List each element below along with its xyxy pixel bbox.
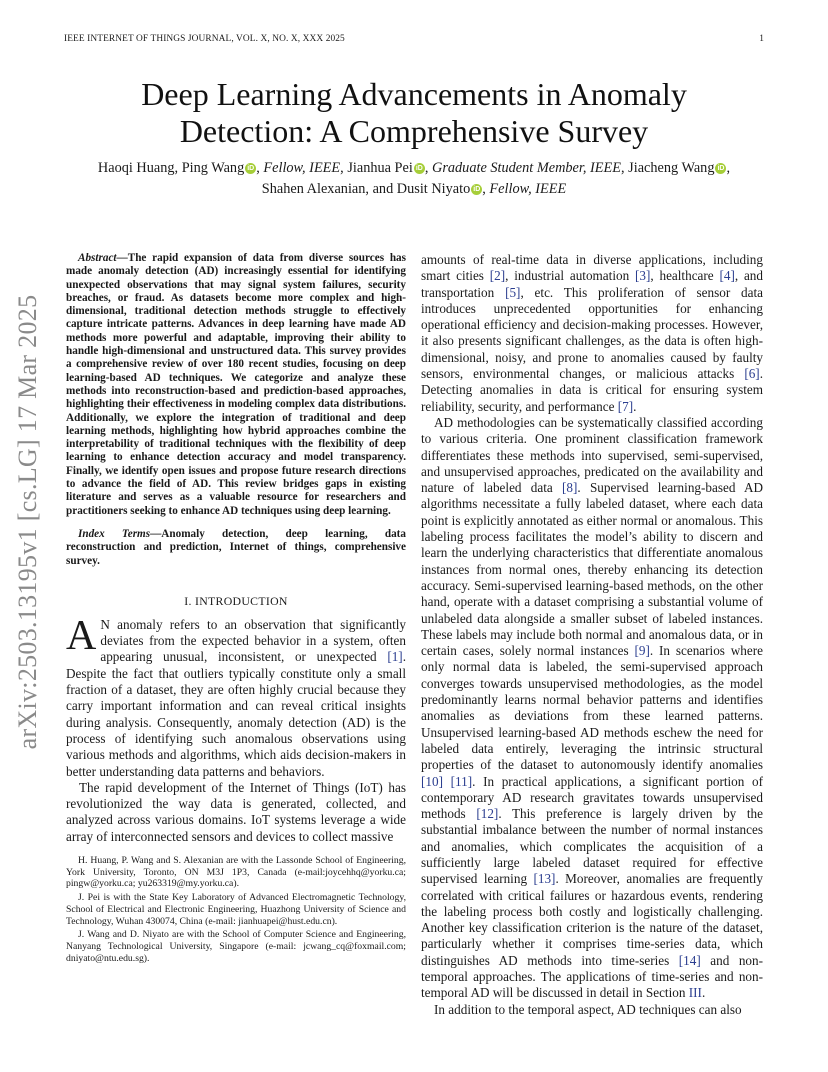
lead-in: N (100, 616, 110, 632)
author-role: Fellow, IEEE (489, 181, 567, 197)
footnote-1: H. Huang, P. Wang and S. Alexanian are with the Lassonde School of Engineering, York University, Toronto, ON M3J 1P3, Canada (e-mail:joycehhq@yorku.ca; pingw@yorku.ca; yu263319@my.yorku.ca). (66, 854, 406, 890)
orcid-icon[interactable]: iD (415, 165, 423, 172)
page-number: 1 (759, 34, 764, 44)
author-name: Jiacheng Wang (628, 160, 715, 176)
text-run: . Moreover, anomalies are frequently correlated with critical failures or hazardous events, rendering the labeling process both costly and logistically challenging. Another key classification criterion is the nature of the dataset, particularly whether it comprises time-series data, which distinguishes AD methods into time-series (421, 871, 763, 968)
left-column (66, 252, 406, 966)
footnote-3: J. Wang and D. Niyato are with the School of Computer Science and Engineering, Nanyang Technological University, Singapore (e-mail: jcwang_cq@foxmail.com; dniyato@ntu.edu.sg). (66, 929, 406, 964)
text-run: , healthcare (650, 268, 720, 284)
citation-link[interactable]: [6] (744, 366, 760, 382)
text-run: . This preference is largely driven by the substantial imbalance between the number of normal instances and anomalies, which complicates the acquisition of a sufficiently large labeled dataset required for effective supervised learning (421, 806, 763, 887)
citation-link[interactable]: [2] (489, 268, 506, 284)
author-list: Haoqi Huang, Ping Wang iD , Fellow, IEEE, Jianhua Pei iD , Graduate Student Member, IEEE, Jiacheng Wang iD , Shahen Alexanian, and Dusit Niyato iD , Fellow, IEEE (97, 160, 731, 197)
text-run: . In practical applications, a significant portion of contemporary AD research gravitates towards unsupervised methods (421, 773, 763, 822)
citation-link[interactable]: [1] (387, 649, 403, 665)
citation-link[interactable]: [8] (562, 480, 578, 496)
text-run: . In scenarios where only normal data is labeled, the semi-supervised approach converges towards unsupervised methodologies, as the model predominantly learns normal behavior patterns and identifies anomalies as deviations from these learned patterns. Unsupervised learning-based AD methods eschew the need for labeled data entirely, leveraging the intrinsic structural properties of the dataset to autonomously identify anomalies (421, 643, 763, 773)
orcid-icon[interactable]: iD (717, 165, 725, 172)
citation-link[interactable]: [13] (533, 871, 556, 887)
index-terms (66, 528, 406, 568)
index-terms-label: Index Terms (78, 527, 151, 540)
citation-link[interactable]: [5] (505, 284, 521, 300)
text-run: . (701, 985, 706, 1001)
text-run: , and transportation (421, 268, 763, 300)
text-run: AD methodologies can be systematically classified according to various criteria. One prominent classification framework differentiates these methods into supervised, semi-supervised, and unsupervised approaches, predicated on the availability and nature of labeled data (421, 414, 763, 496)
paragraph-methodologies (421, 415, 763, 1002)
text-run: . Supervised learning-based AD algorithms necessitate a fully labeled dataset, where each data point is explicitly annotated as either normal or anomalous. This labeling process facilitates the model’s ability to discern and learn the underlying characteristics that differentiate anomalous instances from normal ones, thereby enhancing its detection accuracy. Semi-supervised learning-based methods, on the other hand, operate with a dataset comprising a substantial volume of unlabeled data alongside a smaller subset of labeled instances. These labels may include both normal and anomalous data, or in certain cases, solely normal instances (421, 480, 763, 659)
citation-link[interactable]: [12] (476, 806, 499, 822)
orcid-icon[interactable]: iD (247, 165, 255, 172)
author-role: Fellow, IEEE (263, 160, 341, 176)
paragraph-temporal: In addition to the temporal aspect, AD techniques can also (434, 1001, 742, 1017)
text-run: and non-temporal approaches. The applications of time-series and non-temporal AD will be discussed in detail in Section (421, 952, 763, 1001)
paper-title (60, 76, 768, 150)
intro-paragraph-1 (66, 612, 406, 780)
abstract-text: —The rapid expansion of data from diverse sources has made anomaly detection (AD) increasingly essential for identifying unexpected observations that may signal system failures, security breaches, or fraud. As datasets become more complex and high-dimensional, traditional detection methods struggle to effectively capture intricate patterns. Advances in deep learning have made AD methods more powerful and adaptable, improving their ability to handle high-dimensional and unstructured data. This survey provides a comprehensive review of over 180 recent studies, focusing on deep learning-based AD techniques. We categorize and analyze these methods into reconstruction-based and prediction-based approaches, highlighting their effectiveness in modeling complex data distributions. Additionally, we explore the integration of traditional and deep learning methods, highlighting how hybrid approaches combine the interpretability of traditional techniques with the flexibility of deep learning to enhance detection accuracy and model transparency. Finally, we identify open issues and propose future research directions to advance the field of AD. This review bridges gaps in existing literature and serves as a valuable resource for researchers and practitioners seeking to enhance AD techniques using deep learning. (66, 252, 406, 517)
citation-link[interactable]: [3] (634, 268, 651, 284)
text-run: amounts of real-time data in diverse applications, including smart cities (421, 252, 763, 284)
author-role: Graduate Student Member, IEEE (432, 160, 621, 176)
author-names: Haoqi Huang, Ping Wang (97, 160, 245, 176)
text-run: , industrial automation (505, 268, 635, 284)
section-title-initial: I (195, 593, 200, 608)
title-line-1: Deep Learning Advancements in Anomaly (141, 76, 687, 112)
abstract-label: Abstract (78, 252, 117, 264)
arxiv-identifier: arXiv:2503.13195v1 [cs.LG] 17 Mar 2025 (13, 294, 42, 750)
section-number: I. (184, 593, 192, 608)
text-run: . (633, 398, 637, 414)
intro-paragraph-2: The rapid development of the Internet of Things (IoT) has revolutionized the way data is generated, collected, and analyzed across various domains. IoT systems leverage a wide array of interconnected sensors and devices to collect massive (66, 779, 406, 844)
footnote-2: J. Pei is with the State Key Laboratory of Advanced Electromagnetic Technology, School of Electrical and Electronic Engineering, Huazhong University of Science and Technology, Wuhan 430074, China (e-mail: jianhuapei@hust.edu.cn). (66, 892, 406, 927)
citation-link[interactable]: [4] (719, 268, 735, 284)
author-name: Jianhua Pei (347, 160, 413, 176)
right-column (421, 252, 763, 1018)
drop-cap: A (66, 612, 97, 659)
citation-link[interactable]: [7] (617, 398, 634, 414)
orcid-icon[interactable]: iD (473, 186, 481, 193)
arxiv-stamp (8, 286, 48, 758)
journal-name: IEEE INTERNET OF THINGS JOURNAL, VOL. X, NO. X, XXX 2025 (64, 34, 345, 44)
text-run: . Despite the fact that outliers typically constitute only a small fraction of a dataset, they are often highly crucial because they carry important information and can reveal critical insights during analysis. Consequently, anomaly detection (AD) is the process of identifying such anomalous observations using various methods and algorithms, which aids decision-makers in better understanding data patterns and behaviors. (66, 649, 406, 779)
index-terms-text: —Anomaly detection, deep learning, data reconstruction and prediction, Internet of things, comprehensive survey. (66, 527, 406, 567)
section-heading (66, 594, 406, 609)
text-run: . Detecting anomalies in data is critical for ensuring system reliability, security, and performance (421, 366, 763, 414)
citation-link[interactable]: [11] (450, 773, 473, 789)
paragraph-iot (421, 252, 763, 415)
section-title-rest: NTRODUCTION (199, 593, 288, 608)
citation-link[interactable]: [9] (634, 643, 650, 659)
text-run: , etc. This proliferation of sensor data introduces unprecedented opportunities for enhancing operational efficiency and decision-making processes. However, it also presents significant challenges, as the data is often high-dimensional, noisy, and prone to anomalies caused by faulty sensors, environmental changes, or malicious attacks (421, 284, 764, 382)
author-names: Shahen Alexanian, and Dusit Niyato (261, 181, 471, 197)
section-link[interactable]: III (688, 985, 702, 1001)
text-run: anomaly refers to an observation that significantly deviates from the expected behavior in a system, often appearing unusual, inconsistent, or unexpected (100, 616, 406, 665)
title-line-2: Detection: A Comprehensive Survey (179, 113, 649, 149)
abstract (66, 252, 406, 518)
running-header (64, 34, 764, 48)
citation-link[interactable]: [14] (678, 952, 701, 968)
citation-link[interactable]: [10] (421, 773, 443, 789)
